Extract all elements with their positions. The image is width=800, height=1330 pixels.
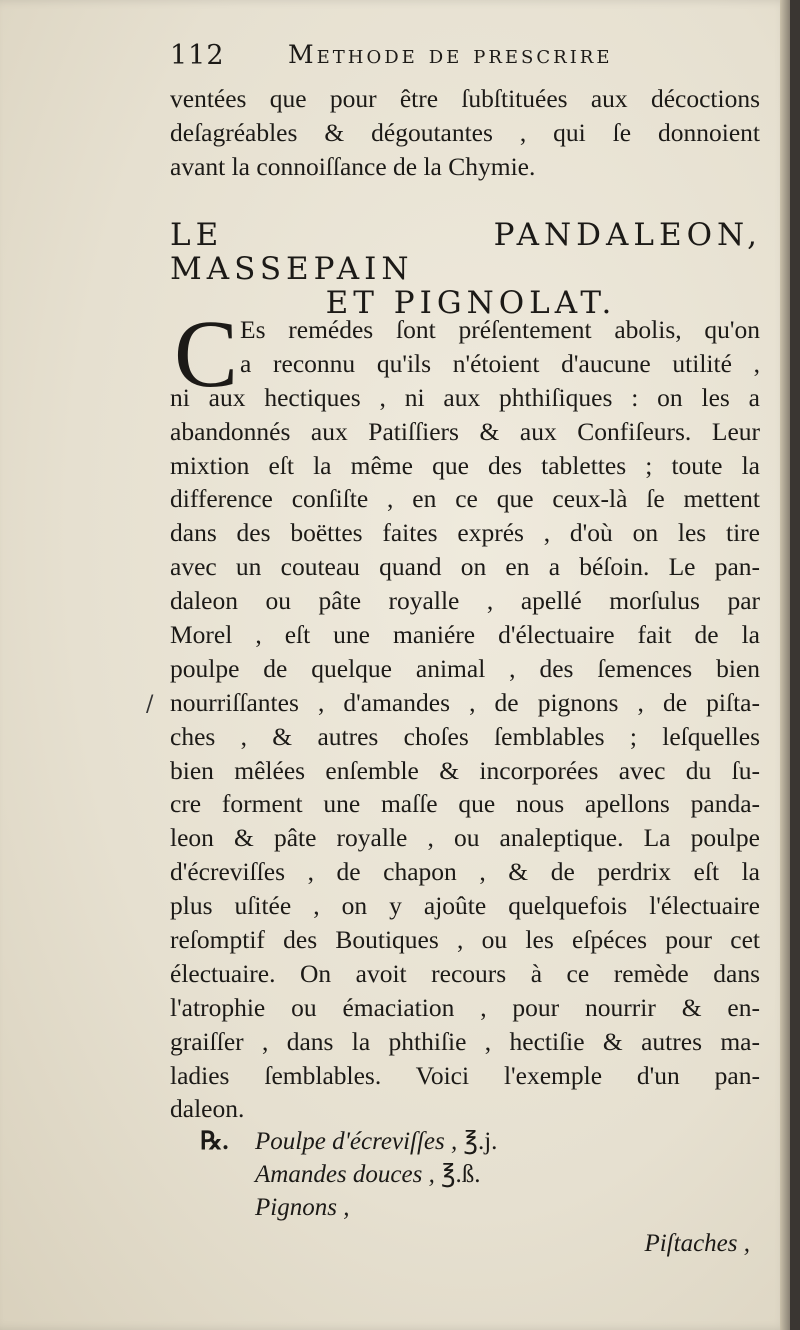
- intro-paragraph: [170, 82, 760, 184]
- text-line: ches , & autres choſes ſemblables ; leſquelles: [170, 721, 760, 751]
- recipe-row: [200, 1125, 760, 1158]
- text-line: l'atrophie ou émaciation , pour nourrir & en-: [170, 992, 760, 1022]
- recipe-row: [200, 1191, 760, 1224]
- text-line: Es remédes ſont préſentement abolis, qu'on: [240, 315, 760, 344]
- page-header: [170, 36, 770, 74]
- text-line: ventées que pour être ſubſtituées aux décoctions: [170, 84, 760, 113]
- text-line: d'écreviſſes , de chapon , & de perdrix eſt la: [170, 857, 760, 887]
- ingredient-name: Poulpe d'écreviſſes ,: [255, 1128, 458, 1155]
- text-line: abandonnés aux Patiſſiers & aux Confiſeurs. Leur: [170, 416, 760, 446]
- text-line: dans des boëttes faites exprés , d'où on les tire: [170, 518, 760, 548]
- text-line: mixtion eſt la même que des tablettes ; toute la: [170, 450, 760, 480]
- text-line: reſomptif des Boutiques , ou les eſpéces pour cet: [170, 925, 760, 955]
- catchword: Piſtaches ,: [644, 1230, 750, 1257]
- page-edge-shadow: [780, 0, 790, 1330]
- text-line: ladies ſemblables. Voici l'exemple d'un pan-: [170, 1060, 760, 1090]
- recipe-row: [200, 1158, 760, 1191]
- text-line: ni aux hectiques , ni aux phthiſiques : on les a: [170, 382, 760, 412]
- text-line: avec un couteau quand on en a béſoin. Le pan-: [170, 552, 760, 582]
- text-line: difference conſiſte , en ce que ceux-là ſe mettent: [170, 484, 760, 514]
- text-line: a reconnu qu'ils n'étoient d'aucune utilité ,: [240, 348, 760, 378]
- text-line: électuaire. On avoit recours à ce remède dans: [170, 958, 760, 988]
- ingredient-quantity: ℥.ß.: [441, 1161, 481, 1188]
- section-title-line-2: ET PIGNOLAT.: [325, 285, 617, 321]
- section-title: [170, 218, 762, 320]
- text-line: poulpe de quelque animal , des ſemences bien: [170, 653, 760, 683]
- text-line: daleon ou pâte royalle , apellé morſulus par: [170, 586, 760, 616]
- drop-cap: C: [174, 300, 239, 407]
- ingredient-name: Pignons ,: [255, 1194, 350, 1221]
- text-line: leon & pâte royalle , ou analeptique. La poulpe: [170, 823, 760, 853]
- margin-mark: /: [146, 692, 154, 717]
- text-line: daleon.: [170, 1094, 245, 1124]
- recipe-symbol: ℞.: [200, 1128, 229, 1155]
- text-line: nourriſſantes , d'amandes , de pignons , de piſta-: [170, 687, 760, 717]
- text-line: avant la connoiſſance de la Chymie.: [170, 151, 536, 181]
- text-line: deſagréables & dégoutantes , qui ſe donnoient: [170, 117, 760, 147]
- text-line: Morel , eſt une maniére d'électuaire fait de la: [170, 620, 760, 650]
- text-line: cre forment une maſſe que nous apellons panda-: [170, 789, 760, 819]
- running-head: Methode de prescrire: [288, 40, 613, 69]
- ingredient-name: Amandes douces ,: [255, 1161, 435, 1188]
- ingredient-quantity: ℥.j.: [463, 1128, 498, 1155]
- text-line: plus uſitée , on y ajoûte quelquefois l'électuaire: [170, 891, 760, 921]
- page-number: 112: [170, 40, 225, 71]
- text-line: bien mêlées enſemble & incorporées avec du ſu-: [170, 755, 760, 785]
- recipe-block: [200, 1125, 760, 1224]
- section-title-line-1: LE PANDALEON, MASSEPAIN: [170, 217, 762, 287]
- text-line: graiſſer , dans la phthiſie , hectiſie & autres ma-: [170, 1026, 760, 1056]
